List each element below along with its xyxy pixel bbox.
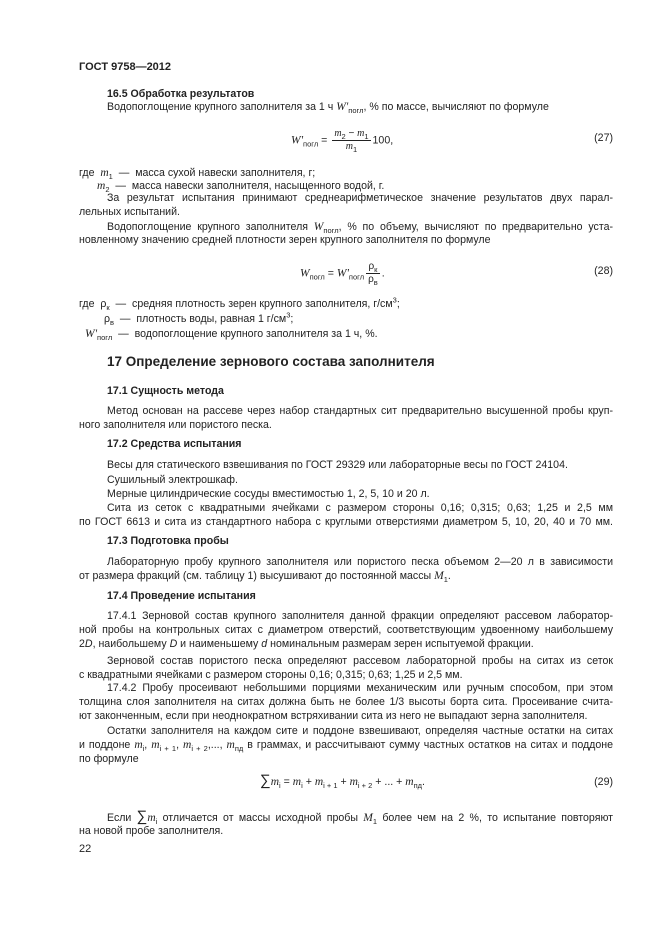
page-number: 22 bbox=[79, 843, 92, 855]
where-rho-k: где $\rho_к$ — средняя плотность зерен крупного заполнителя, $г/см^3$; bbox=[79, 295, 400, 313]
p3-line-2: толщина слоя заполнителя на ситах должна быть не более 1/3 высоты борта сита. Просеивание счита- bbox=[79, 696, 613, 708]
s16-5-intro: Водопоглощение крупного заполнителя за 1 ч $W'_{погл}$, % по массе, вычисляют по формуле bbox=[107, 101, 549, 116]
p4-line-1: Остатки заполнителя на каждом сите и поддоне взвешивают, определяя частные остатки на ситах bbox=[107, 725, 613, 737]
result-line-1: За результат испытания принимают среднеарифметическое значение результатов двух парал- bbox=[107, 192, 613, 204]
p1-line-2: ной пробы на контрольных ситах с диаметром отверстий, соответствующим удвоенному наибольшему bbox=[79, 624, 613, 636]
s17-2-line-2: Сушильный электрошкаф. bbox=[107, 474, 238, 486]
section-17-2-title: 17.2 Средства испытания bbox=[107, 438, 242, 450]
s17-1-line-1: Метод основан на рассеве через набор стандартных сит предварительно высушенной пробы круп- bbox=[107, 405, 613, 417]
volume-line-2: новленному значению средней плотности зерен крупного заполнителя по формуле bbox=[79, 234, 491, 246]
p5-line-2: на новой пробе заполнителя. bbox=[79, 825, 224, 837]
result-line-2: лельных испытаний. bbox=[79, 206, 180, 218]
p1-line-3: 2D, наибольшему D и наименьшему d номинальным размерам зерен испытуемой фракции. bbox=[79, 638, 534, 650]
p2-line-1: Зерновой состав пористого песка определяют рассевом лабораторной пробы на ситах из сеток bbox=[107, 655, 613, 667]
p4-line-3: по формуле bbox=[79, 753, 139, 765]
s17-2-line-1: Весы для статического взвешивания по ГОСТ 29329 или лабораторные весы по ГОСТ 24104. bbox=[107, 459, 568, 471]
section-17-1-title: 17.1 Сущность метода bbox=[107, 385, 224, 397]
p5-line-1: Если $\sum m_i$ отличается от массы исходной пробы $M_1$ более чем на 2 %, то испытание повторяют bbox=[107, 808, 614, 827]
equation-number-28: (28) bbox=[594, 265, 613, 277]
formula-29: $\sum m_i = m_i + m_{i + 1} + m_{i + 2}$ + ... + $m_{пд}$. bbox=[260, 772, 425, 791]
volume-line-1: Водопоглощение крупного заполнителя $W_{погл}$, % по объему, вычисляют по предварительно уста- bbox=[107, 221, 613, 236]
s17-2-line-3: Мерные цилиндрические сосуды вместимостью 1, 2, 5, 10 и 20 л. bbox=[107, 488, 430, 500]
where-m1: где $m_1$ — масса сухой навески заполнителя, г; bbox=[79, 167, 316, 182]
s17-1-line-2: ного заполнителя или пористого песка. bbox=[79, 419, 272, 431]
p2-line-2: с квадратными ячейками с размером стороны 0,16; 0,315; 0,63; 1,25 и 2,5 мм. bbox=[79, 669, 463, 681]
section-16-5-title: 16.5 Обработка результатов bbox=[107, 88, 255, 100]
section-17-4-title: 17.4 Проведение испытания bbox=[107, 590, 256, 602]
equation-number-27: (27) bbox=[594, 132, 613, 144]
section-17-3-title: 17.3 Подготовка пробы bbox=[107, 535, 229, 547]
formula-27: $W'_{погл}$ = $\frac{m_2 - m_1}{m_1}$ 100, bbox=[291, 128, 394, 154]
standard-header: ГОСТ 9758—2012 bbox=[79, 61, 172, 73]
formula-28: $W_{погл} = W'_{погл}$ $\frac{\rho_к}{\rho_в}$ . bbox=[300, 261, 385, 287]
section-17-title: 17 Определение зернового состава заполнителя bbox=[107, 354, 435, 369]
s17-3-line-2: от размера фракций (см. таблицу 1) высушивают до постоянной массы $M_1$. bbox=[79, 570, 451, 585]
where-m2: $m_2$ — масса навески заполнителя, насыщенного водой, г. bbox=[97, 180, 385, 195]
p1-line-1: 17.4.1 Зерновой состав крупного заполнителя данной фракции определяют рассевом лаборатор- bbox=[107, 610, 613, 622]
s17-3-line-1: Лабораторную пробу крупного заполнителя или пористого песка объемом 2—20 л в зависимости bbox=[107, 556, 613, 568]
equation-number-29: (29) bbox=[594, 776, 613, 788]
p3-line-1: 17.4.2 Пробу просеивают небольшими порциями механическим или ручным способом, при этом bbox=[107, 682, 613, 694]
where-w: $W'_{погл}$ — водопоглощение крупного заполнителя за 1 ч, %. bbox=[85, 328, 378, 343]
s17-2-line-5: по ГОСТ 6613 и сита из стандартного набора с круглыми отверстиями диаметром 5, 10, 20, 40 и 70 мм. bbox=[79, 516, 613, 528]
p4-line-2: и поддоне $m_i$, $m_{i + 1}$, $m_{i + 2}$,..., $m_{пд}$ в граммах, и рассчитывают сумму частных остатков на ситах и поддоне bbox=[79, 739, 613, 754]
where-rho-v: $\rho_в$ — плотность воды, равная 1 $г/см^3$; bbox=[104, 310, 294, 328]
s17-2-line-4: Сита из сеток с квадратными ячейками с размером стороны 0,16; 0,315; 0,63; 1,25 и 2,5 мм bbox=[107, 502, 613, 514]
p3-line-3: ют законченным, если при неоднократном встряхивании сита из него не выпадают зерна заполнителя. bbox=[79, 710, 588, 722]
